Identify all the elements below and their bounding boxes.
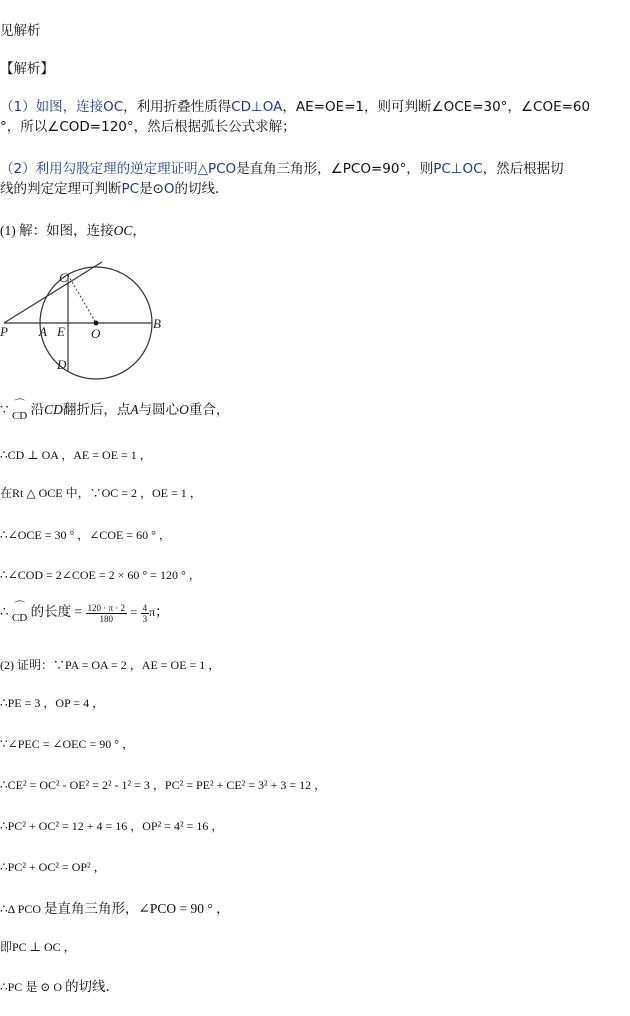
solution-step-2-cd: CD [44,402,63,418]
arc-cd-label: CD [11,410,28,422]
fraction-result-denominator: 3 [142,613,148,624]
analysis-part1-cd-perp-oa: CD⊥OA [231,99,283,115]
arc-cd: ⌒ CD [11,399,28,422]
solution-step-9: ∴PE = 3 ，OP = 4 ， [0,696,105,710]
solution-step-7 [0,602,169,624]
solution-step-16-circle-o: ⊙ O [40,980,63,994]
solution-step-1-oc: OC [113,223,133,238]
solution-step-2-a: A [130,402,139,418]
fraction-result-numerator: 4 [142,602,148,613]
solution-step-15: 即PC ⊥ OC ， [0,940,76,954]
radius-oc [68,275,96,323]
therefore-symbol: ∴ [0,604,9,620]
analysis-part1-text-c: ，AE=OE=1，则可判断∠OCE=30°，∠COE=60 [282,99,591,115]
solution-step-2-text-d: 重合， [188,402,230,418]
arc-cd-length: ⌒ CD [11,601,28,624]
solution-step-1 [0,222,146,240]
analysis-heading: 【解析】 [0,61,54,77]
solution-step-2-text-c: 与圆心 [138,402,180,418]
analysis-part1-text-a: （1）如图，连接 [0,99,104,115]
solution-step-8: (2) 证明：∵PA = OA = 2 ，AE = OE = 1 ， [0,658,221,672]
solution-step-11: ∴CE² = OC² - OE² = 2² - 1² = 3 ，PC² = PE² + CE² = 3² + 3 = 12 ， [0,778,327,792]
answer-see-analysis: 见解析 [0,23,41,39]
analysis-part1-oc: OC [103,99,124,115]
point-o [94,321,99,326]
label-p: P [0,324,8,339]
analysis-part2-text-a: （2）利用勾股定理的逆定理证明△ [0,161,208,177]
solution-step-2-text-a: 沿 [30,402,45,418]
solution-step-2-text-b: 翻折后，点 [62,402,131,418]
analysis-part2-pc: PC [121,181,140,197]
solution-step-7-pi: π [149,605,156,620]
solution-step-16-pc: ∴PC 是 [0,980,38,994]
label-c: C [59,270,68,285]
label-e: E [57,324,65,339]
label-a: A [39,324,47,339]
solution-step-7-equals: = [130,605,138,620]
solution-step-1-suffix: ， [132,223,146,238]
analysis-part2-o: O [163,181,175,197]
analysis-part2-text-d: 线的判定定理可判断 [0,181,122,197]
analysis-part2-text-e: 是⊙ [139,181,164,197]
solution-step-14 [0,900,230,918]
solution-step-2 [0,400,229,422]
solution-step-4: 在Rt △ OCE 中，∵OC = 2 ，OE = 1 ， [0,486,202,500]
solution-step-14-text: 是直角三角形，∠PCO = 90 ° ， [44,901,230,916]
analysis-part1-text-b: ，利用折叠性质得 [123,99,232,115]
solution-step-1-text: (1) 解：如图，连接 [0,223,114,238]
solution-step-5: ∴∠OCE = 30 ° ，∠COE = 60 ° ， [0,528,171,542]
solution-step-7-end: ； [155,604,169,620]
fraction-arc-length-denominator: 180 [99,613,114,624]
analysis-part2-pco: PCO [207,161,237,177]
solution-step-13: ∴PC² + OC² = OP² ， [0,860,106,874]
tangent-pc [4,262,102,323]
solution-step-7-text: 的长度 = [30,604,83,620]
geometry-figure [0,255,180,380]
analysis-part2-line1 [0,160,564,178]
label-b: B [153,316,161,331]
analysis-part2-text-f: 的切线． [174,181,229,197]
solution-step-16-tangent: 的切线． [65,979,120,994]
analysis-part2-line2 [0,180,229,198]
because-symbol: ∵ [0,402,9,418]
analysis-part1-line2: °，所以∠COD=120°，然后根据弧长公式求解； [0,119,296,135]
arc-cd-length-label: CD [11,612,28,624]
fraction-arc-length-numerator: 120 · π · 2 [87,602,126,613]
analysis-part2-text-b: 是直角三角形，∠PCO=90°，则 [236,161,434,177]
solution-step-10: ∵∠PEC = ∠OEC = 90 ° ， [0,737,135,751]
solution-step-6: ∴∠COD = 2∠COE = 2 × 60 ° = 120 ° ， [0,568,201,582]
fraction-arc-length [86,603,128,624]
solution-step-2-o: O [179,402,189,418]
analysis-part2-pc-perp-oc: PC⊥OC [433,161,483,177]
label-d: D [57,357,67,372]
label-o: O [91,326,101,341]
solution-step-12: ∴PC² + OC² = 12 + 4 = 16 ，OP² = 4² = 16 ， [0,819,224,833]
solution-step-14-triangle: ∴Δ PCO [0,902,42,916]
solution-step-3: ∴CD ⊥ OA ，AE = OE = 1 ， [0,448,152,462]
analysis-part2-text-c: ，然后根据切 [482,161,564,177]
fraction-result [141,603,150,624]
solution-step-16 [0,978,119,996]
analysis-part1-line1 [0,98,590,116]
